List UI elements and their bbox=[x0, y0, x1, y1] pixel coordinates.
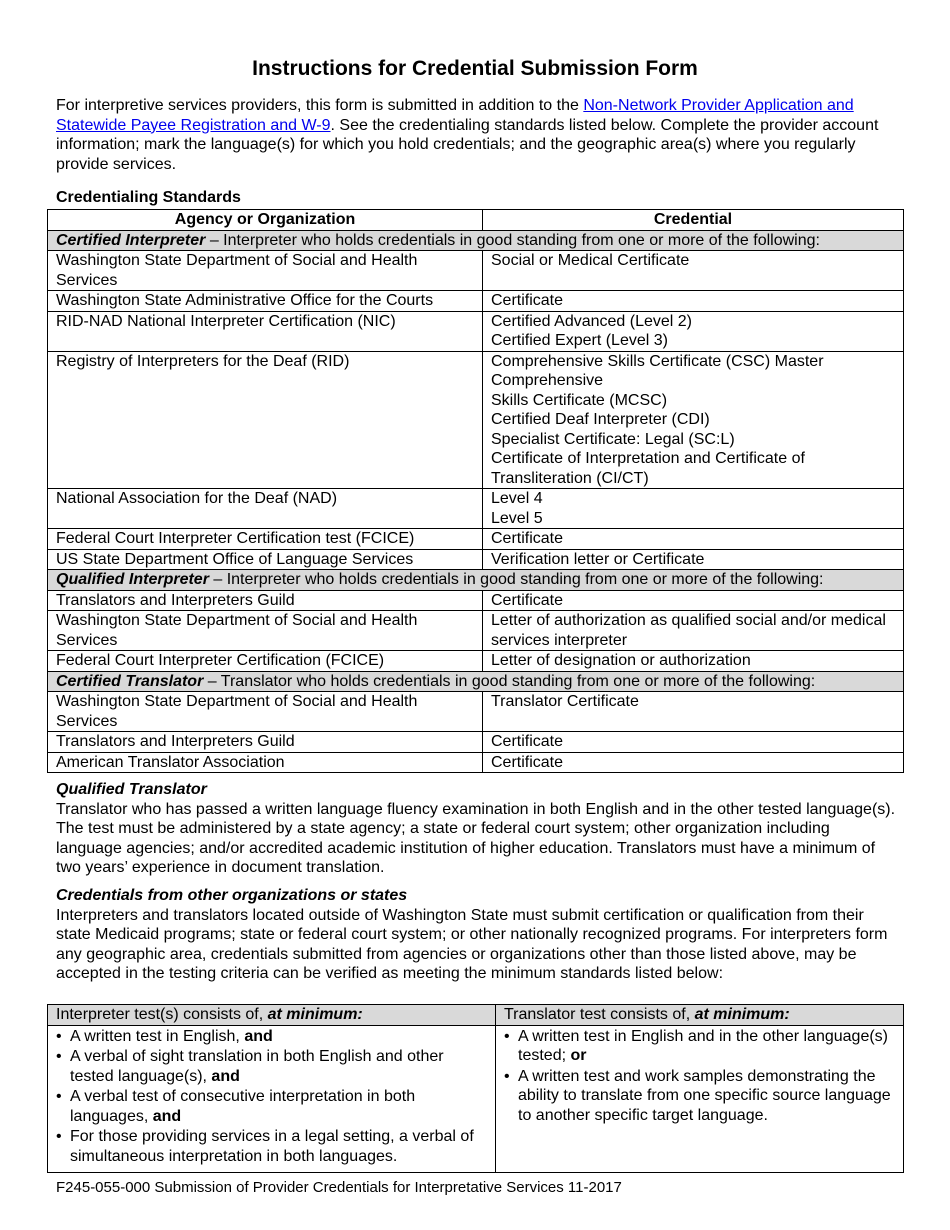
group-label: Qualified Interpreter bbox=[56, 571, 209, 588]
application-link[interactable]: Non-Network Provider Application and Statewide Payee Registration and W-9 bbox=[56, 97, 854, 134]
interpreter-test-header-text: Interpreter test(s) consists of, bbox=[56, 1006, 268, 1023]
standards-table-body bbox=[48, 230, 904, 773]
credential-cell bbox=[483, 311, 904, 351]
interpreter-test-item-text: A verbal test of consecutive interpretation in both languages, bbox=[70, 1088, 416, 1125]
tests-body-row bbox=[48, 1025, 904, 1173]
interpreter-test-header-emphasis: at minimum: bbox=[267, 1006, 363, 1023]
credential-line: Level 5 bbox=[491, 509, 543, 527]
credential-line: Certified Deaf Interpreter (CDI) bbox=[491, 411, 710, 428]
credential-line: Skills Certificate (MCSC) bbox=[491, 391, 668, 409]
table-row bbox=[48, 311, 904, 351]
group-header-row bbox=[48, 570, 904, 591]
translator-test-item-text: A written test and work samples demonstrating the ability to translate from one specific source language to another specific target language. bbox=[518, 1067, 891, 1124]
table-row bbox=[48, 752, 904, 773]
table-row bbox=[48, 489, 904, 529]
credential-cell bbox=[483, 752, 904, 773]
interpreter-test-item bbox=[56, 1087, 489, 1126]
credential-line: Specialist Certificate: Legal (SC:L) bbox=[491, 430, 735, 448]
credential-cell bbox=[483, 651, 904, 672]
interpreter-test-list bbox=[48, 1027, 495, 1173]
credential-line: Letter of authorization as qualified social and/or medical services interpreter bbox=[491, 612, 886, 649]
column-header-credential: Credential bbox=[483, 210, 904, 231]
credential-cell bbox=[483, 590, 904, 611]
credential-line: Verification letter or Certificate bbox=[491, 550, 705, 568]
credential-cell bbox=[483, 351, 904, 489]
qualified-translator-section bbox=[56, 780, 896, 878]
group-description: – Interpreter who holds credentials in good standing from one or more of the following: bbox=[208, 571, 824, 588]
translator-test-item bbox=[504, 1027, 897, 1066]
interpreter-test-item bbox=[56, 1047, 489, 1086]
credential-line: Certificate bbox=[491, 530, 564, 547]
minimum-tests-table bbox=[47, 1004, 904, 1173]
credential-line: Level 4 bbox=[491, 490, 543, 507]
credential-line: Letter of designation or authorization bbox=[491, 652, 751, 669]
translator-test-list bbox=[496, 1027, 903, 1132]
group-header-row bbox=[48, 671, 904, 692]
credentialing-standards-table bbox=[47, 209, 904, 773]
form-footer: F245-055-000 Submission of Provider Credentials for Interpretative Services 11-2017 bbox=[56, 1179, 622, 1196]
group-header-cell bbox=[48, 230, 904, 251]
other-credentials-heading: Credentials from other organizations or states bbox=[56, 887, 408, 904]
other-credentials-text: Interpreters and translators located outside of Washington State must submit certification or qualification from their state Medicaid programs; state or federal court system; or other nationally recognized programs. For interpreters form any geographic area, credentials submitted from agencies or organizations other than those listed above, may be accepted in the testing criteria can be verified as meeting the minimum standards listed below: bbox=[56, 906, 888, 982]
group-header-row bbox=[48, 230, 904, 251]
standards-title: Credentialing Standards bbox=[56, 189, 241, 206]
interpreter-test-cell bbox=[48, 1025, 496, 1173]
interpreter-test-item bbox=[56, 1127, 489, 1166]
page-title: Instructions for Credential Submission Form bbox=[252, 57, 698, 80]
agency-cell: American Translator Association bbox=[48, 752, 483, 773]
credential-cell bbox=[483, 692, 904, 732]
credential-line: Certificate of Interpretation and Certificate of Transliteration (CI/CT) bbox=[491, 450, 805, 487]
interpreter-test-item-conjunction: and bbox=[152, 1107, 182, 1125]
credential-line: Certificate bbox=[491, 591, 564, 609]
agency-cell: Washington State Department of Social and Health Services bbox=[48, 692, 483, 732]
credential-cell bbox=[483, 291, 904, 312]
credential-cell bbox=[483, 251, 904, 291]
credential-line: Certified Expert (Level 3) bbox=[491, 332, 668, 349]
agency-cell: Washington State Administrative Office for the Courts bbox=[48, 291, 483, 312]
credential-line: Comprehensive Skills Certificate (CSC) Master Comprehensive bbox=[491, 352, 824, 389]
table-row bbox=[48, 611, 904, 651]
translator-test-cell bbox=[496, 1025, 904, 1173]
agency-cell: National Association for the Deaf (NAD) bbox=[48, 489, 483, 529]
translator-test-header-emphasis: at minimum: bbox=[694, 1006, 790, 1023]
credential-cell bbox=[483, 549, 904, 570]
qualified-translator-heading: Qualified Translator bbox=[56, 781, 207, 798]
interpreter-test-item bbox=[56, 1027, 489, 1047]
group-label: Certified Translator bbox=[56, 672, 204, 690]
table-row bbox=[48, 291, 904, 312]
agency-cell: US State Department Office of Language Services bbox=[48, 549, 483, 570]
column-header-agency: Agency or Organization bbox=[48, 210, 483, 231]
translator-test-header bbox=[496, 1005, 904, 1026]
table-row bbox=[48, 651, 904, 672]
interpreter-test-header bbox=[48, 1005, 496, 1026]
group-label: Certified Interpreter bbox=[56, 231, 206, 249]
qualified-translator-text: Translator who has passed a written language fluency examination in both English and in the other tested language(s). The test must be administered by a state agency; a state or federal court system; other organization including language agencies; and/or accredited academic institution of higher education. Translators must have a minimum of two years’ experience in document translation. bbox=[56, 800, 896, 876]
group-header-cell bbox=[48, 570, 904, 591]
table-row bbox=[48, 529, 904, 550]
interpreter-test-item-text: A written test in English, bbox=[70, 1027, 245, 1045]
intro-text-after: . See the credentialing standards listed below. Complete the provider account information; mark the language(s) for which you hold credentials; and the geographic area(s) where you regularly provide services. bbox=[56, 116, 879, 173]
group-description: – Interpreter who holds credentials in good standing from one or more of the following: bbox=[205, 231, 820, 249]
agency-cell: Registry of Interpreters for the Deaf (RID) bbox=[48, 351, 483, 489]
table-header-row bbox=[48, 210, 904, 231]
interpreter-test-item-text: A verbal of sight translation in both English and other tested language(s), bbox=[70, 1048, 444, 1085]
agency-cell: Translators and Interpreters Guild bbox=[48, 732, 483, 753]
agency-cell: Washington State Department of Social and Health Services bbox=[48, 251, 483, 291]
table-row bbox=[48, 351, 904, 489]
credential-line: Certificate bbox=[491, 753, 564, 771]
agency-cell: Translators and Interpreters Guild bbox=[48, 590, 483, 611]
credential-line: Translator Certificate bbox=[491, 693, 639, 710]
table-row bbox=[48, 251, 904, 291]
credential-cell bbox=[483, 489, 904, 529]
agency-cell: Federal Court Interpreter Certification test (FCICE) bbox=[48, 529, 483, 550]
credential-line: Certificate bbox=[491, 733, 564, 750]
credential-line: Certified Advanced (Level 2) bbox=[491, 312, 692, 330]
interpreter-test-item-conjunction: and bbox=[211, 1067, 240, 1085]
table-row bbox=[48, 549, 904, 570]
tests-header-row bbox=[48, 1005, 904, 1026]
translator-test-header-text: Translator test consists of, bbox=[504, 1006, 695, 1023]
credential-cell bbox=[483, 529, 904, 550]
translator-test-item-conjunction: or bbox=[570, 1047, 587, 1064]
agency-cell: Washington State Department of Social and Health Services bbox=[48, 611, 483, 651]
interpreter-test-item-conjunction: and bbox=[244, 1027, 273, 1045]
credential-cell bbox=[483, 611, 904, 651]
credential-line: Certificate bbox=[491, 292, 564, 309]
intro-paragraph bbox=[56, 96, 896, 174]
table-row bbox=[48, 590, 904, 611]
table-row bbox=[48, 732, 904, 753]
table-row bbox=[48, 692, 904, 732]
interpreter-test-item-text: For those providing services in a legal setting, a verbal of simultaneous interpretation in both languages. bbox=[70, 1128, 474, 1165]
agency-cell: Federal Court Interpreter Certification (FCICE) bbox=[48, 651, 483, 672]
credential-cell bbox=[483, 732, 904, 753]
group-description: – Translator who holds credentials in good standing from one or more of the following: bbox=[203, 672, 816, 690]
other-credentials-section bbox=[56, 886, 896, 984]
credential-line: Social or Medical Certificate bbox=[491, 252, 690, 269]
group-header-cell bbox=[48, 671, 904, 692]
translator-test-item bbox=[504, 1067, 897, 1126]
intro-text-before: For interpretive services providers, this form is submitted in addition to the bbox=[56, 97, 584, 114]
translator-test-item-text: A written test in English and in the other language(s) tested; bbox=[518, 1027, 888, 1064]
agency-cell: RID-NAD National Interpreter Certification (NIC) bbox=[48, 311, 483, 351]
